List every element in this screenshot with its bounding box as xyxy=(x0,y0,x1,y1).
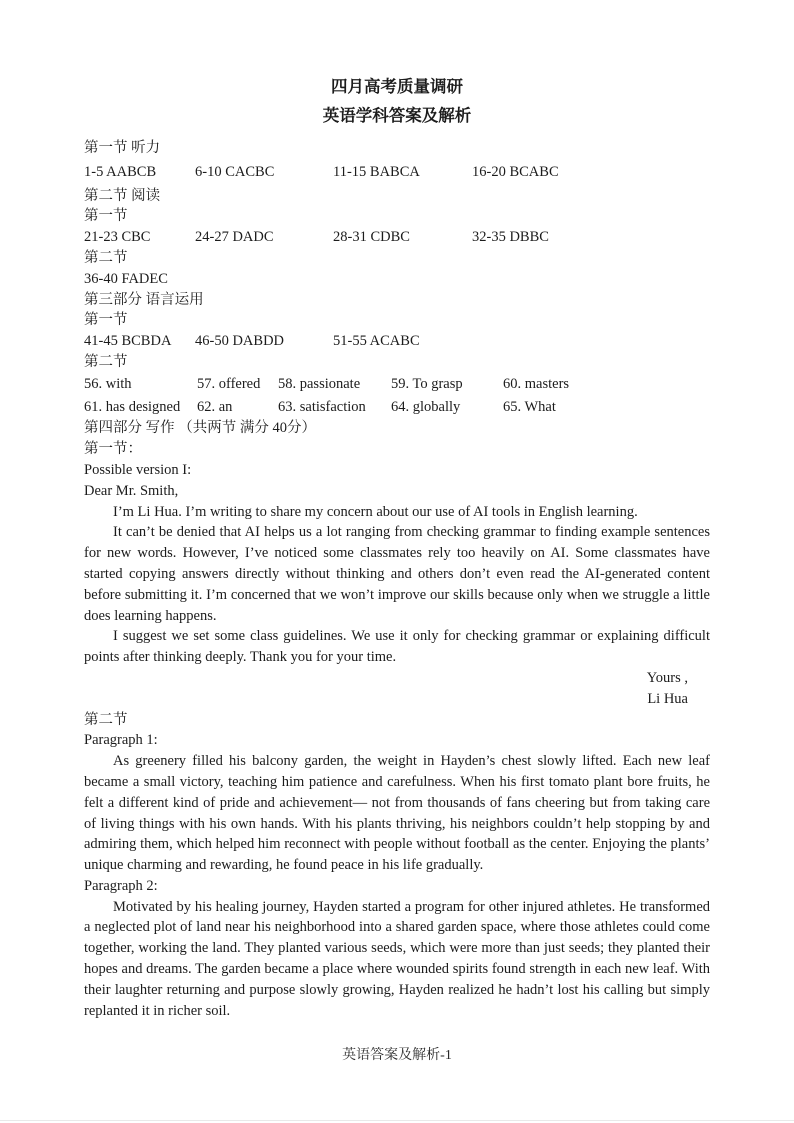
heading-part4-sub1: 第一节： xyxy=(84,441,142,458)
heading-part4: 第四部分 写作 （共两节 满分 40分） xyxy=(84,420,316,437)
letter-paragraph-3: I suggest we set some class guidelines. We use it only for checking grammar or explaining difficult points after thinking deeply. Thank you for your time. xyxy=(84,628,710,666)
heading-part4-sub2: 第二节 xyxy=(84,711,128,728)
answer-item: 56. with xyxy=(84,375,132,392)
answer-row-listening xyxy=(84,159,710,186)
answer-group: 16-20 BCABC xyxy=(472,163,559,180)
letter-signature: Li Hua xyxy=(647,690,688,707)
answer-group: 32-35 DBBC xyxy=(472,229,549,246)
answer-group: 28-31 CDBC xyxy=(333,229,410,246)
answer-group: 21-23 CBC xyxy=(84,229,151,246)
heading-reading-sub2: 第二节 xyxy=(84,249,128,266)
answer-row-fill1 xyxy=(84,373,710,396)
answer-item: 62. an xyxy=(197,398,233,415)
answer-group: 1-5 AABCB xyxy=(84,163,157,180)
answer-item: 57. offered xyxy=(197,375,261,392)
heading-part3: 第三部分 语言运用 xyxy=(84,291,204,308)
document-subtitle: 英语学科答案及解析 xyxy=(322,106,472,125)
answer-row-language1 xyxy=(84,331,710,352)
answer-group: 51-55 ACABC xyxy=(333,333,420,350)
answer-group: 41-45 BCBDA xyxy=(84,333,172,350)
heading-part1-listening: 第一节 听力 xyxy=(84,140,161,156)
heading-part2-reading: 第二节 阅读 xyxy=(84,187,161,204)
letter-salutation: Dear Mr. Smith, xyxy=(84,482,179,499)
answer-item: 61. has designed xyxy=(84,398,181,415)
document-content xyxy=(84,72,710,1021)
letter-paragraph-1: I’m Li Hua. I’m writing to share my concern about our use of AI tools in English learning. xyxy=(113,503,638,520)
page-footer: 英语答案及解析-1 xyxy=(342,1048,452,1063)
answer-item: 60. masters xyxy=(503,375,570,392)
answer-group: 24-27 DADC xyxy=(195,229,274,246)
heading-reading-sub1: 第一节 xyxy=(84,208,128,225)
answer-group: 11-15 BABCA xyxy=(333,163,420,180)
heading-part3-sub2: 第二节 xyxy=(84,353,128,370)
answer-item: 58. passionate xyxy=(278,375,361,392)
letter-paragraph-2: It can’t be denied that AI helps us a lot ranging from checking grammar to finding example sentences for new words. However, I’ve noticed some classmates rely too heavily on AI. Some classmates have started copying answers directly without thinking and others don’t even read the AI-generated content before submitting it. I’m concerned that we won’t improve our skills because only when we struggle a little does learning happens. xyxy=(84,524,710,624)
continuation-paragraph-2: Motivated by his healing journey, Hayden started a program for other injured athletes. He transformed a neglected plot of land near his neighborhood into a shared garden space, where those athletes could come together, working the land. They planted various seeds, which were more than just seeds; they planted their hopes and dreams. The garden became a place where wounded spirits found strength in each new leaf. With their laughter returning and purpose slowly growing, Hayden realized he hadn’t lost his calling but simply replanted it in richer soil. xyxy=(84,898,710,1019)
answer-item: 65. What xyxy=(503,398,556,415)
heading-part3-sub1: 第一节 xyxy=(84,312,128,329)
answer-row-reading1 xyxy=(84,227,710,248)
answer-row-fill2 xyxy=(84,396,710,419)
document-header xyxy=(84,72,710,130)
answer-row-reading2: 36-40 FADEC xyxy=(84,270,168,287)
letter-closing: Yours , xyxy=(646,669,688,686)
answer-item: 59. To grasp xyxy=(391,375,463,392)
answer-item: 63. satisfaction xyxy=(278,398,366,415)
paragraph1-label: Paragraph 1: xyxy=(84,732,158,749)
answer-group: 46-50 DABDD xyxy=(195,333,285,350)
answer-group: 6-10 CACBC xyxy=(195,163,275,180)
answer-item: 64. globally xyxy=(391,398,461,415)
possible-version-label: Possible version I: xyxy=(84,461,192,478)
paragraph2-label: Paragraph 2: xyxy=(84,877,158,894)
continuation-paragraph-1: As greenery filled his balcony garden, the weight in Hayden’s chest slowly lifted. Each new leaf became a small victory, teaching him patience and carefulness. When his first tomato plant bore fruits, he felt a different kind of pride and achievement— not from thousands of fans cheering but from taking care of living things with his own hands. With his plants thriving, his neighbors couldn’t help stopping by and admiring them, which helped him reconnect with people without football as the center. Enjoying the plants’ unique charming and rewarding, he found peace in his life gradually. xyxy=(84,753,710,874)
document-title: 四月高考质量调研 xyxy=(331,77,463,96)
